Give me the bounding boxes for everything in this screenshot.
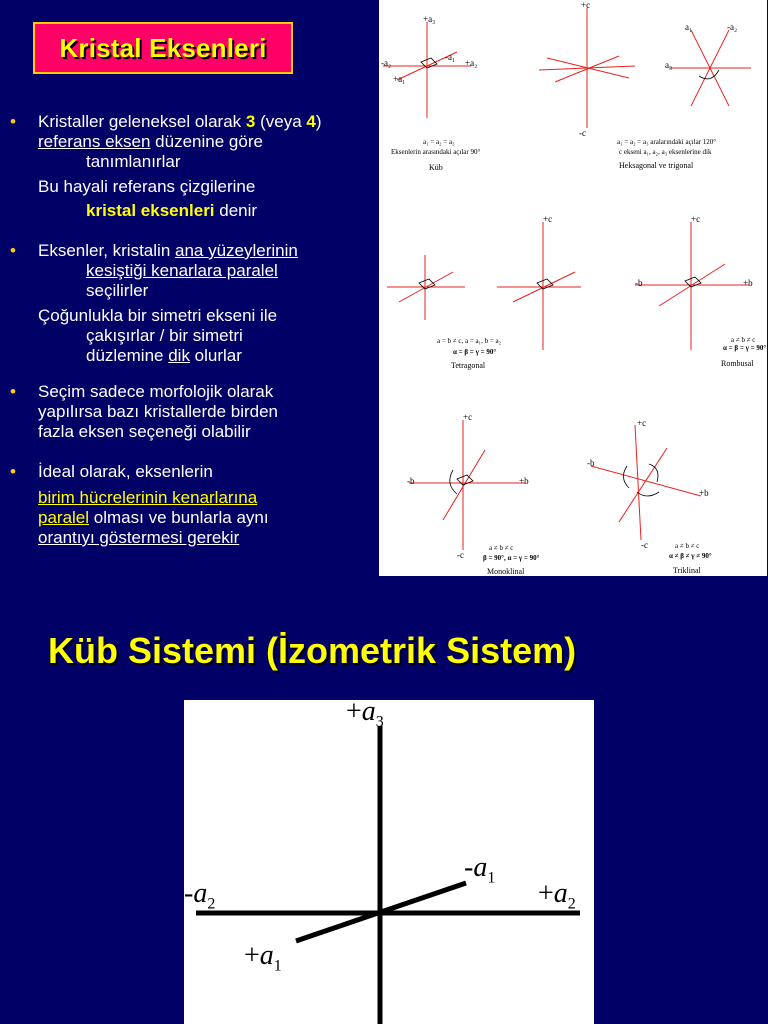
bullet-2-cont: Çoğunlukla bir simetri ekseni ile çakışırlar / bir simetri düzlemine dik olurlar	[38, 306, 278, 365]
kub-caption-2: Eksenlerin arasındaki açılar 90°	[391, 148, 481, 156]
tet-name: Tetragonal	[451, 361, 486, 370]
mon-name: Monoklinal	[487, 567, 525, 576]
slide-title: Kristal Eksenleri	[59, 32, 267, 63]
mon-caption-1: a ≠ b ≠ c	[489, 544, 514, 552]
tet-caption-1: a = b ≠ c, a = a₁, b = a₂	[437, 337, 502, 345]
bullet-dot-icon: •	[10, 112, 16, 131]
label-minus-a2: $-a_2$	[184, 878, 216, 913]
cube-axes-figure	[184, 696, 594, 1024]
tri-caption-1: a ≠ b ≠ c	[675, 542, 700, 550]
label-plus-a2: $+a_2$	[538, 878, 576, 913]
tri-name: Triklinal	[673, 566, 701, 575]
bullet-4: • İdeal olarak, eksenlerin birim hücrelerinin kenarlarına paralel olması ve bunlarla aynı orantıyı göstermesi gerekir	[10, 462, 269, 547]
kub-name: Küb	[429, 163, 443, 172]
hex-name: Heksagonal ve trigonal	[619, 161, 694, 170]
bullet-1-cont: Bu hayali referans çizgilerine kristal eksenleri denir	[38, 177, 258, 220]
section-heading: Küb Sistemi (İzometrik Sistem)	[48, 630, 577, 671]
bullet-dot-icon: •	[10, 241, 16, 260]
hex-caption-2: c ekseni a₁, a₂, a₃ eksenlerine dik	[619, 148, 712, 156]
tri-caption-2: α ≠ β ≠ γ ≠ 90°	[669, 552, 712, 560]
bullet-dot-icon: •	[10, 462, 16, 481]
title-box	[33, 22, 293, 74]
bullet-3: • Seçim sadece morfolojik olarak yapılırsa bazı kristallerde birden fazla eksen seçeneği olabilir	[10, 382, 279, 441]
mon-caption-2: β = 90°, α = γ = 90°	[483, 554, 540, 562]
rom-caption-1: a ≠ b ≠ c	[731, 336, 756, 344]
rom-name: Rombusal	[721, 359, 754, 368]
crystal-systems-figure: +a₃ -a₁ -a₂ +a₂ +a₁ +c -c a₁ -a₂ a₃ +c +c -b +b +c -b +b +c -b +b -c -c a₁ = a₂ = a₃ Eksenlerin arasındaki açılar 90° Küb a₁ = a₂ = a₃ aralarındaki açılar 120° c ekseni a₁, a₂, a₃ eksenlerine dik Heksagonal ve trigonal a = b ≠ c, a = a₁, b = a₂ α = β = γ = 90° Tetragonal a ≠ b ≠ c α = β = γ = 90° Rombusal a ≠ b ≠ c β = 90°, α = γ = 90° Monoklinal a ≠ b ≠ c α ≠ β ≠ γ ≠ 90° Triklinal	[381, 0, 767, 576]
hex-caption-1: a₁ = a₂ = a₃ aralarındaki açılar 120°	[617, 138, 717, 146]
bullet-list	[10, 112, 372, 548]
rom-caption-2: α = β = γ = 90°	[723, 344, 767, 352]
label-minus-a1: $-a_1$	[464, 852, 496, 887]
bullet-dot-icon: •	[10, 382, 16, 401]
bullet-1: • Kristaller geleneksel olarak 3 (veya 4) referans eksen düzenine göre tanımlanırlar	[10, 112, 322, 171]
label-plus-a3: $+a_3$	[346, 696, 384, 731]
kub-caption-1: a₁ = a₂ = a₃	[423, 138, 455, 146]
tet-caption-2: α = β = γ = 90°	[453, 348, 497, 356]
bullet-2: • Eksenler, kristalin ana yüzeylerinin kesiştiği kenarlara paralel seçilirler	[10, 241, 298, 300]
label-plus-a1: $+a_1$	[244, 940, 282, 975]
